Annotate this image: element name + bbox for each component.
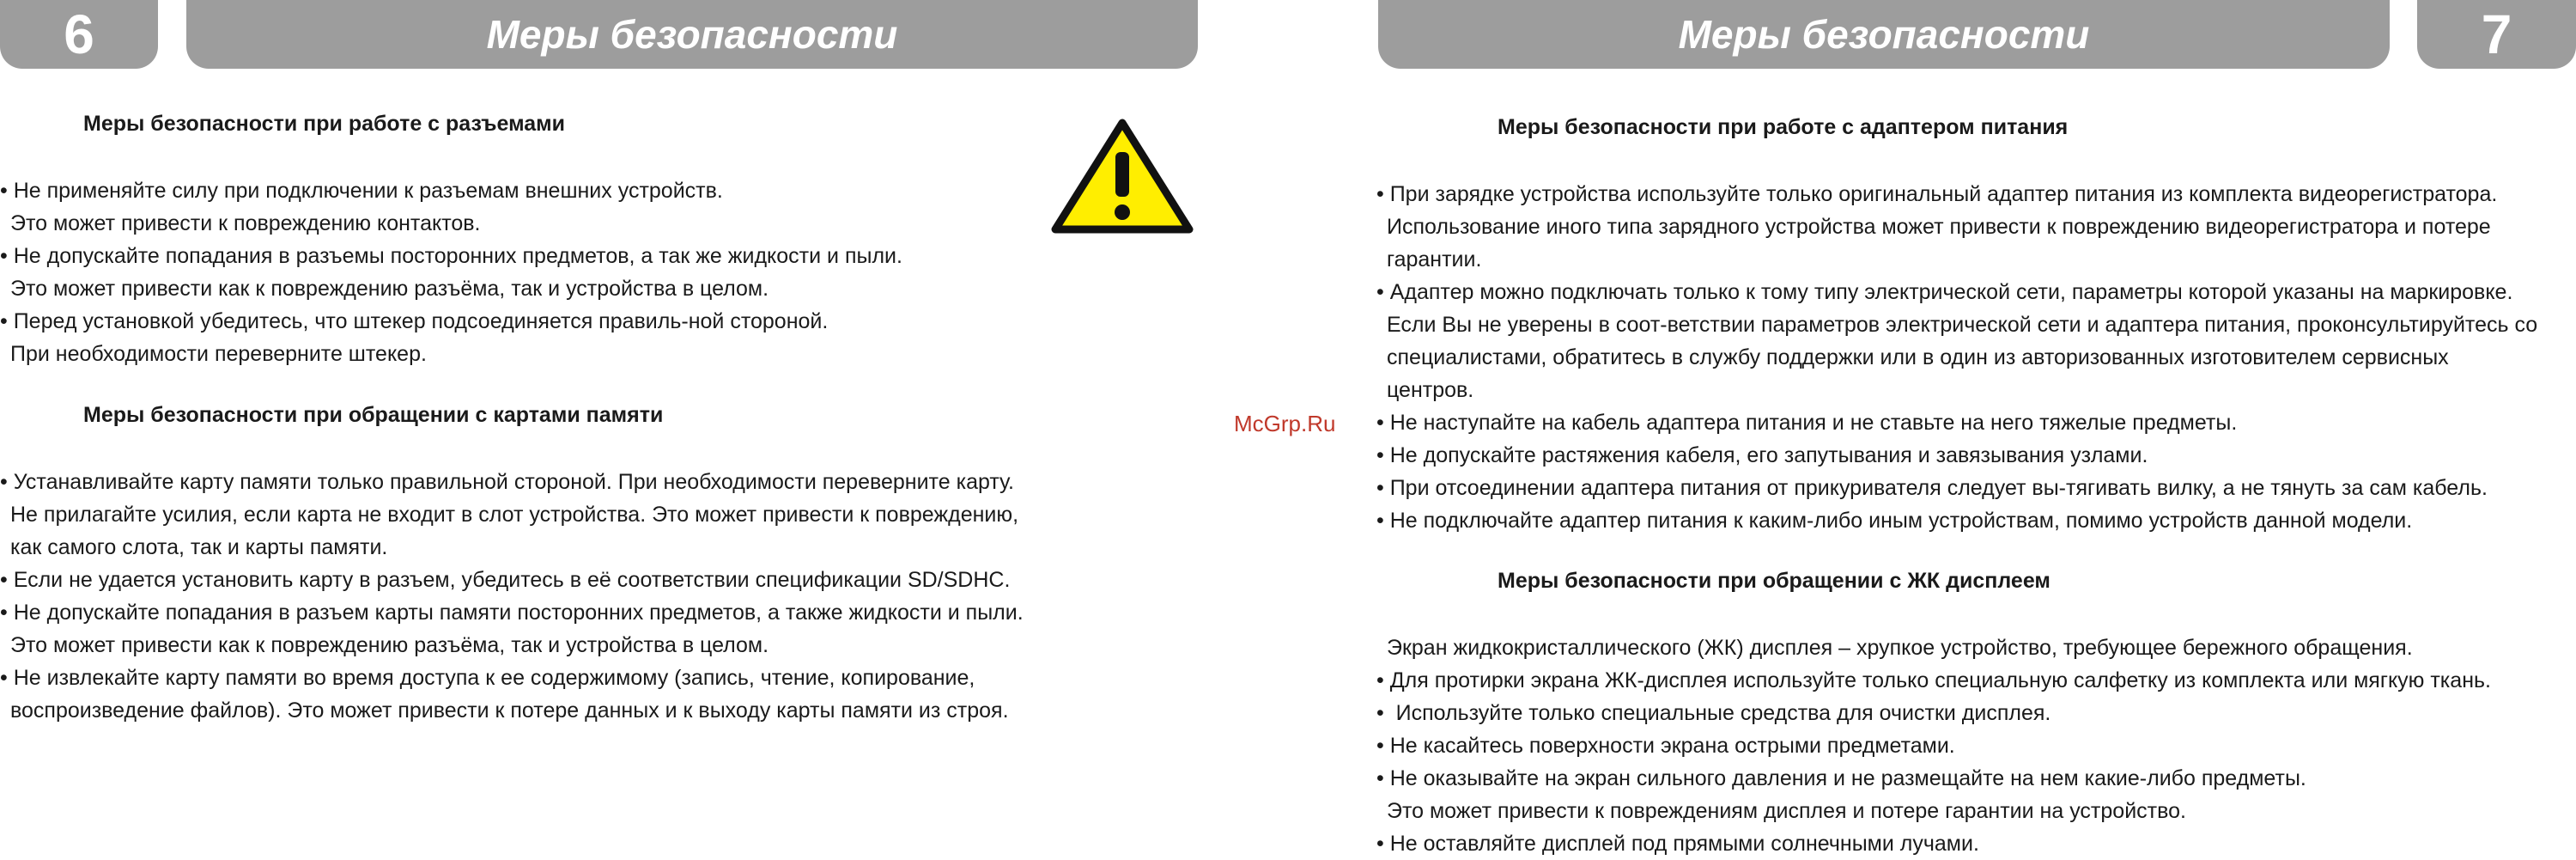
right-header-title: Меры безопасности — [1378, 0, 2390, 69]
continuation-line: Это может привести к повреждению контактов. — [10, 211, 481, 235]
continuation-line: Не прилагайте усилия, если карта не входит в слот устройства. Это может привести к повреждению, — [10, 503, 1019, 527]
continuation-line: Если Вы не уверены в соот-ветствии параметров электрической сети и адаптера питания, проконсультируйтесь со — [1387, 313, 2538, 337]
right-section1-list — [1376, 178, 2537, 537]
bullet-item: • Не допускайте растяжения кабеля, его запутывания и завязывания узлами. — [1376, 439, 2537, 472]
bullet-item: • Не допускайте попадания в разъемы посторонних предметов, а так же жидкости и пыли. — [0, 240, 902, 272]
warning-triangle-icon — [1049, 116, 1195, 236]
continuation-line: Экран жидкокристаллического (ЖК) дисплея – хрупкое устройство, требующее бережного обращения. — [1387, 636, 2413, 660]
bullet-item: • При зарядке устройства используйте только оригинальный адаптер питания из комплекта видеорегистратора. — [1376, 178, 2537, 210]
right-section1-title: Меры безопасности при работе с адаптером питания — [1498, 115, 2069, 139]
left-section1-list — [0, 174, 902, 370]
left-section1-title: Меры безопасности при работе с разъемами — [83, 112, 566, 136]
continuation-line: воспроизведение файлов). Это может привести к потере данных и к выходу карты памяти из строя. — [10, 698, 1009, 723]
continuation-line: Использование иного типа зарядного устройства может привести к повреждению видеорегистратора и потере — [1387, 215, 2491, 239]
right-section2-title: Меры безопасности при обращении с ЖК дисплеем — [1498, 569, 2050, 593]
left-section2-title: Меры безопасности при обращении с картами памяти — [83, 403, 664, 427]
watermark: McGrp.Ru — [1234, 411, 1336, 436]
bullet-item: • Не оставляйте дисплей под прямыми солнечными лучами. — [1376, 827, 2491, 860]
bullet-item: • При отсоединении адаптера питания от прикуривателя следует вы-тягивать вилку, а не тянуть за сам кабель. — [1376, 472, 2537, 504]
continuation-line: Это может привести как к повреждению разъёма, так и устройства в целом. — [10, 277, 769, 301]
bullet-item: • Не допускайте попадания в разъем карты памяти посторонних предметов, а также жидкости и пыли. — [0, 596, 1024, 629]
bullet-item: • Не оказывайте на экран сильного давления и не размещайте на нем какие-либо предметы. — [1376, 762, 2491, 795]
continuation-line: гарантии. — [1387, 247, 1482, 271]
right-page-number: 7 — [2417, 0, 2576, 69]
bullet-item: • Не применяйте силу при подключении к разъемам внешних устройств. — [0, 174, 902, 207]
left-section2-list — [0, 466, 1024, 727]
left-page-number: 6 — [0, 0, 158, 69]
right-section2-list — [1376, 631, 2491, 860]
bullet-item: • Адаптер можно подключать только к тому типу электрической сети, параметры которой указаны на маркировке. — [1376, 276, 2537, 308]
continuation-line: специалистами, обратитесь в службу поддержки или в один из авторизованных изготовителем сервисных — [1387, 345, 2449, 369]
bullet-item: • Не извлекайте карту памяти во время доступа к ее содержимому (запись, чтение, копирование, — [0, 662, 1024, 694]
left-header-title: Меры безопасности — [186, 0, 1198, 69]
continuation-line: Это может привести к повреждениям дисплея и потере гарантии на устройство. — [1387, 799, 2186, 823]
bullet-item: • Перед установкой убедитесь, что штекер подсоединяется правиль-ной стороной. — [0, 305, 902, 338]
bullet-item: • Не наступайте на кабель адаптера питания и не ставьте на него тяжелые предметы. — [1376, 406, 2537, 439]
continuation-line: При необходимости переверните штекер. — [10, 342, 427, 366]
bullet-item: • Устанавливайте карту памяти только правильной стороной. При необходимости переверните карту. — [0, 466, 1024, 498]
bullet-item: • Не подключайте адаптер питания к каким-либо иным устройствам, помимо устройств данной модели. — [1376, 504, 2537, 537]
continuation-line: как самого слота, так и карты памяти. — [10, 535, 388, 559]
bullet-item: • Если не удается установить карту в разъем, убедитесь в её соответствии спецификации SD/SDHC. — [0, 564, 1024, 596]
bullet-item: • Не касайтесь поверхности экрана острыми предметами. — [1376, 729, 2491, 762]
bullet-item: • Для протирки экрана ЖК-дисплея используйте только специальную салфетку из комплекта или мягкую ткань. — [1376, 664, 2491, 697]
continuation-line: Это может привести как к повреждению разъёма, так и устройства в целом. — [10, 633, 769, 657]
bullet-item: • Используйте только специальные средства для очистки дисплея. — [1376, 697, 2491, 729]
continuation-line: центров. — [1387, 378, 1474, 402]
